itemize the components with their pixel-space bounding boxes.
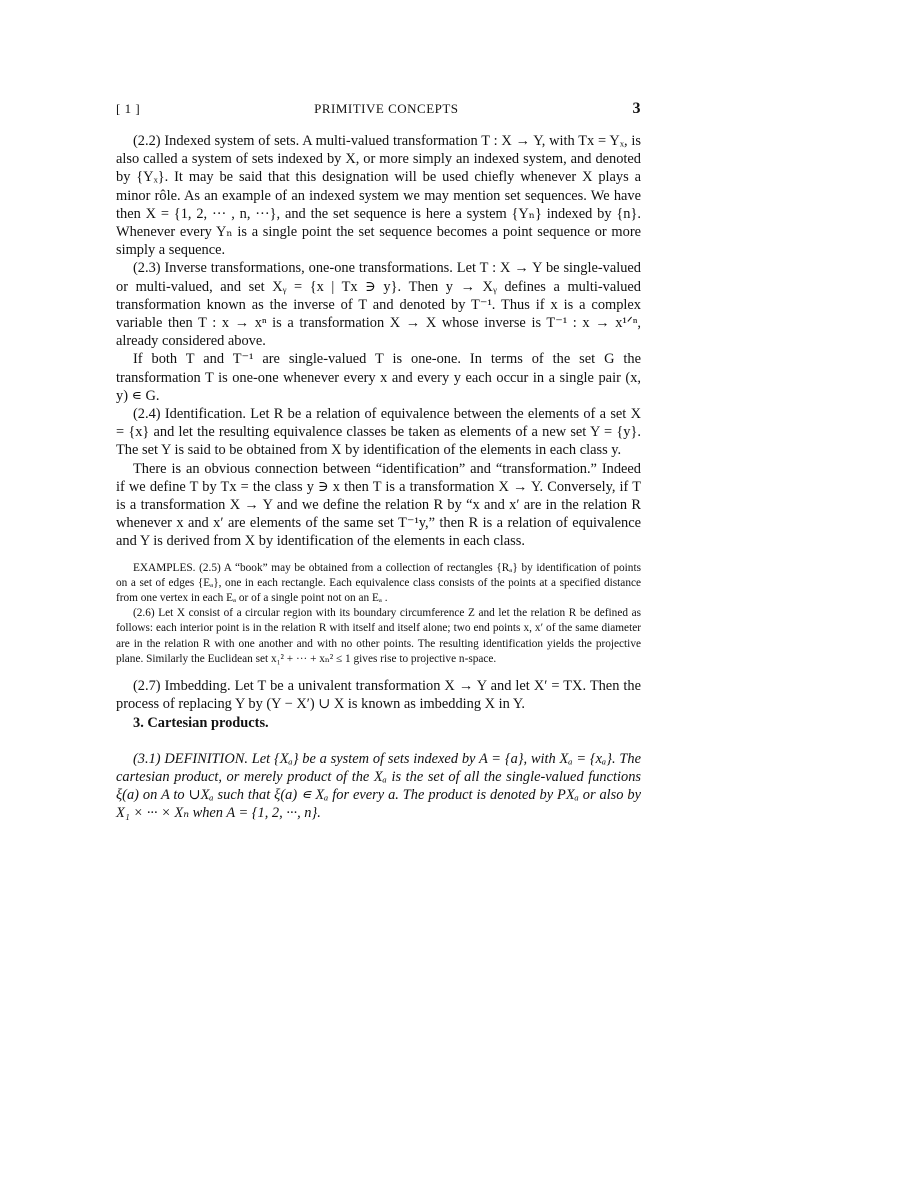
running-header: [116, 100, 641, 118]
section-marker: [ 1 ]: [116, 101, 141, 116]
paragraph-identification: (2.4) Identification. Let R be a relation of equivalence between the elements of a set X = {x} and let the resulting equivalence classes be taken as elements of a new set Y = {y}. The set Y is said to be obtained from X by identification of the elements in each class y.: [116, 406, 641, 459]
example-projective-plane: (2.6) Let X consist of a circular region with its boundary circumference Z and let the relation R be defined as follows: each interior point is in the relation R with itself and itself alone; two end points x, x′ of the same diameter are in the relation R with one another and with no other points. The resulting identification yields the projective plane. Similarly the Euclidean set x₁² + ··· + xₙ² ≤ 1 gives rise to projective n-space.: [116, 607, 641, 665]
example-book: EXAMPLES. (2.5) A “book” may be obtained from a collection of rectangles {Rₐ} by identification of points on a set of edges {Eₐ}, one in each rectangle. Each equivalence class consists of the points at a specified distance from one vertex in each Eₐ or of a single point not on an Eₐ .: [116, 561, 641, 605]
examples-block: [116, 561, 641, 667]
page-number: 3: [632, 100, 641, 117]
paragraph-one-one: If both T and T⁻¹ are single-valued T is one-one. In terms of the set G the transformation T is one-one whenever every x and every y each occur in a single pair (x, y) ∊ G.: [116, 351, 641, 404]
main-text-continued: [116, 677, 641, 713]
running-title: PRIMITIVE CONCEPTS: [314, 101, 459, 116]
section-heading: 3. Cartesian products.: [133, 714, 269, 731]
paragraph-imbedding: (2.7) Imbedding. Let T be a univalent transformation X → Y and let X′ = TX. Then the process of replacing Y by (Y − X′) ∪ X is known as imbedding X in Y.: [116, 678, 641, 713]
paragraph-indexed-system: (2.2) Indexed system of sets. A multi-valued transformation T : X → Y, with Tx = Yₓ, is also called a system of sets indexed by X, or more simply an indexed system, and denoted by {Yₓ}. It may be said that this designation will be used chiefly whenever X plays a minor rôle. As an example of an indexed system we may mention set sequences. We have then X = {1, 2, ··· , n, ···}, and the set sequence is here a system {Yₙ} indexed by {n}. Whenever every Yₙ is a single point the set sequence becomes a point sequence or more simply a sequence.: [116, 133, 641, 259]
definition-block: [116, 750, 641, 823]
paragraph-definition-product: (3.1) DEFINITION. Let {Xₐ} be a system of sets indexed by A = {a}, with Xₐ = {xₐ}. The cartesian product, or merely product of the Xₐ is the set of all the single-valued functions ξ(a) on A to ∪Xₐ such that ξ(a) ∊ Xₐ for every a. The product is denoted by PXₐ or also by X₁ × ··· × Xₙ when A = {1, 2, ···, n}.: [116, 750, 641, 822]
document-page: [116, 100, 641, 823]
main-text: [116, 132, 641, 551]
paragraph-connection: There is an obvious connection between “identification” and “transformation.” Indeed if we define T by Tx = the class y ∋ x then T is a transformation X → Y. Conversely, if T is a transformation X → Y and we define the relation R by “x and x′ are in the relation R whenever x and x′ are elements of the same set T⁻¹y,” then R is a relation of equivalence and Y is derived from X by identification of the elements in each class.: [116, 460, 641, 550]
paragraph-inverse-transformations: (2.3) Inverse transformations, one-one transformations. Let T : X → Y be single-valued or multi-valued, and set Xᵧ = {x | Tx ∋ y}. Then y → Xᵧ defines a multi-valued transformation known as the inverse of T and denoted by T⁻¹. Thus if x is a complex variable then T : x → xⁿ is a transformation X → X whose inverse is T⁻¹ : x → x¹ᐟⁿ, already considered above.: [116, 260, 641, 350]
